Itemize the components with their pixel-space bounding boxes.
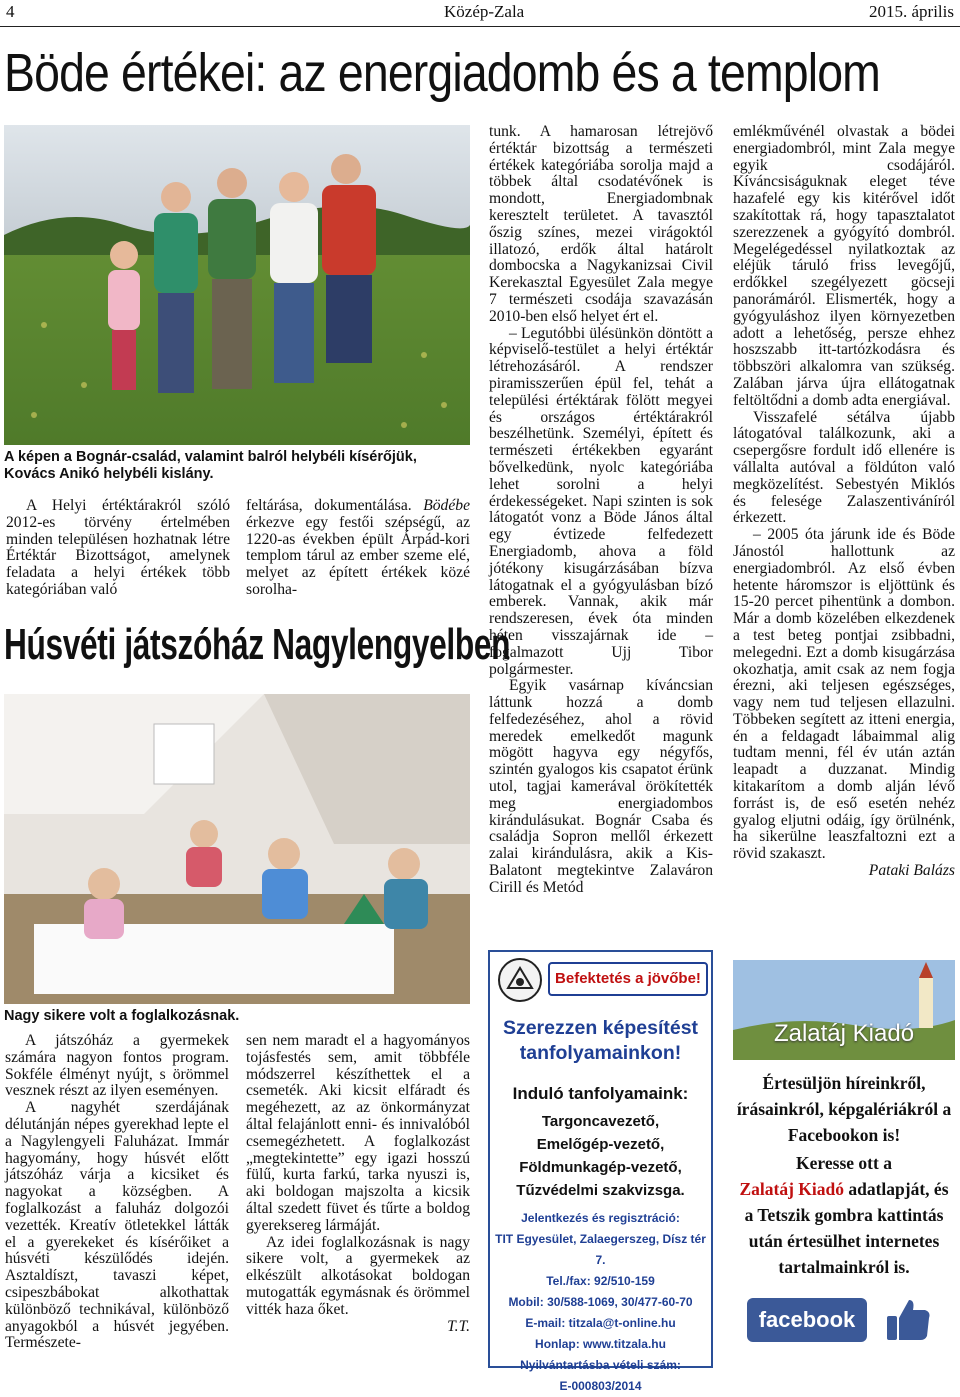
tit-subtitle: Induló tanfolyamaink:: [512, 1084, 689, 1103]
article2-col-b: [246, 1033, 470, 1335]
article2-col-a-p2: A nagyhét szerdájának délutánján népes gyerekhad lepte el a Nagylengyeli Faluházat. Immár hagyomány, hogy húsvét előtt játszóház várja a kicsiket és nagyokat a községben. A foglalkozást a faluház dolgozói vezették. Kreatív ötletekkel látták el a gyerekeket és kísérőiket a húsvéti készülődés idején. Asztaldíszt, tavaszi képet, csipeszbábokat alkothattak különböző technikával, különböző anyagokból a húsvét jegyében. Természete-: [5, 1099, 229, 1352]
article1-col-a-text: A Helyi értéktárakról szóló 2012-es törvény értelmében minden településen hozhatnak létre Értéktár Bizottságot, amelynek feladata a helyi értékek több kategóriában való: [6, 497, 230, 598]
article2-col-a-p1: A játszóház a gyermekek számára nagyon fontos program. Sokféle élményt nyújt, s örömmel vesznek részt az ilyen eseményen.: [5, 1032, 229, 1100]
tit-logo-icon: [500, 960, 540, 1000]
tit-email: E-mail: titzala@t-online.hu: [525, 1316, 676, 1330]
article2-col-a: [5, 1033, 229, 1352]
zalataj-logo-text: Zalatáj Kiadó: [773, 1020, 915, 1047]
tit-course-list: [494, 1110, 707, 1202]
zalataj-line-2-end: adatlapját, és a Tetszik gombra kattintás után értesülhet internetes tartalmainkról is.: [744, 1179, 949, 1277]
article1-col-c-p1: tunk. A hamarosan létrejövő értéktár bizottság a természeti értékek kategóriába sorolja majd a többek által csodatévőnek is mondott, Energiadombnak keresztelt területet. A tavasztól őszig színes, mezei virágoktól illatozó, erdők által határolt dombocska a Nagykanizsai Civil Kerekasztal Egyesület Zala megye 7 természeti csodája szavazásán 2010-ben első helyet ért el.: [489, 123, 713, 325]
tit-course-item: Tűzvédelmi szakvizsga.: [516, 1182, 685, 1199]
article2-headline: Húsvéti játszóház Nagylengyelben: [4, 620, 511, 669]
article1-col-c-p2: – Legutóbbi ülésünkön döntött a képviselő-testület a helyi értéktár létrehozásáról. A rendszer piramisszerűen épül fel, tehát a települési értéktárak fölött megyei és országos értéktárakról beszélhetünk. Személyi, épített és természeti értékekben egyaránt bővelkedünk, nyolc kategóriába lehet sorolni a helyi érdekességeket. Napi szinten is sok látogatót vonz a Böde János által egy évtizede felfedezett Energiadomb, ahova a föld jótékony kisugárzásában bízva látogatnak el a gyógyulásban bízó emberek. Vannak, akik már rendszeresen, évek óta minden héten visszajárnak ide – fogalmazott Ujj Tibor polgármester.: [489, 324, 713, 678]
header-rule: [0, 26, 960, 27]
tit-logo: [498, 958, 542, 1002]
family-photo: [4, 125, 470, 445]
tit-advertisement: [488, 950, 713, 1393]
tit-website: Honlap: www.titzala.hu: [535, 1337, 666, 1351]
article1-signature: Pataki Balázs: [868, 862, 955, 880]
family-photo-caption: A képen a Bognár-család, valamint balról helybéli kísérőjük, Kovács Anikó helybéli kislány.: [4, 449, 417, 482]
tit-course-item: Emelőgép-vezető,: [536, 1136, 665, 1153]
zalataj-line-1: Értesüljön híreinkről, írásainkról, képgalériákról a Facebookon is!: [736, 1073, 952, 1145]
facebook-logo: facebook: [747, 1298, 867, 1342]
tit-badge: Befektetés a jövőbe!: [548, 962, 708, 996]
workshop-photo-caption: Nagy sikere volt a foglalkozásnak.: [4, 1008, 240, 1024]
tit-phone: Tel./fax: 92/510-159: [546, 1274, 655, 1288]
article1-col-d-p1: emlékművénél olvastak a bödei energiadombról, mint Zala megye egyik csodájáról. Kíváncsiságuknak eleget téve hazafelé egy kis kitérővel időt szakítottak rá, hogy tapasztalatot szerezzenek a gyógyító dombról. Megelégedéssel nyilatkoztak az eléjük táruló friss levegőjű, erdőkkel szegélyezett göcseji panorámáról. Elismerték, hogy a gyógyuláshoz ilyen környezetben adott a lehetőség, persze ehhez hoszszabb itt-tartózkodásra és többszöri alkalomra van szükség. Zalában járva újra ellátogatnak feltöltődni a domb adta energiával.: [733, 123, 955, 409]
zalataj-logo-image: [733, 960, 955, 1060]
zalataj-advertisement: [733, 960, 955, 1368]
article1-col-b-paragraph: [246, 498, 470, 599]
thumbs-up-icon: [883, 1294, 935, 1346]
article1-col-c: [489, 124, 713, 897]
tit-mobile: Mobil: 30/588-1069, 30/477-60-70: [508, 1295, 693, 1309]
tit-organization: TIT Egyesület, Zalaegerszeg, Dísz tér 7.: [495, 1232, 706, 1267]
tit-registration-label: Nyilvántartásba vételi szám:: [520, 1358, 681, 1372]
tit-course-item: Földmunkagép-vezető,: [519, 1159, 682, 1176]
tit-contact-block: [492, 1208, 709, 1397]
article1-col-c-p3: Egyik vasárnap kíváncsian láttunk hozzá a domb felfedezéséhez, ahol a rövid meredek emelkedőt magunk mögött hagyva egy négyfős, szintén gyalogos kis csapatot érünk utol, tagjai kamerával örökítették meg energiadombos kirándulásukat. Bognár Csaba és családja Sopron mellől érkezett zalai kirándulásra, akik a Kis-Balatont megtekintve Zalaváron Cirill és Metód: [489, 677, 713, 896]
tit-course-item: Targoncavezető,: [541, 1113, 660, 1130]
tit-registration-number: E-000803/2014: [559, 1379, 642, 1393]
article1-headline: Böde értékei: az energiadomb és a templom: [4, 43, 880, 103]
page-number: 4: [6, 2, 15, 21]
section-name: Közép-Zala: [444, 2, 525, 21]
workshop-photo: [4, 694, 470, 1004]
article1-col-b-text-1: feltárása, dokumentálása.: [246, 497, 424, 514]
article2-col-b-p2: Az idei foglalkozásnak is nagy sikere volt, a gyermekek az elkészült alkotásokat boldogan mutogatták egymásnak és örömmel vitték haza őket.: [246, 1233, 470, 1318]
article1-col-d-p3: – 2005 óta járunk ide és Böde Jánostól hallottunk az energiadombról. Az első évben hetente háromszor is eljöttünk és 15-20 percet pihentünk a dombon. Már a domb közelében elkezdenek a test beteg pontjai zsibbadni, melegedni. Ezt a domb kisugárzása okozhatja, amit csak az nem fogja érezni, aki teljesen egészséges, vagy nem tud teljesen ellazulni. Többeken segített az itteni energia, én a feldagadt lábaimmal alig tudtam menni, fél év után aztán leapadt a duzzanat. Mindig kitakarítom a domb alján lévő forrást is, de eső esetén nehéz gyalog eljutni odáig, így örülnénk, ha sikerülne leaszfaltozni ezt a rövid szakaszt.: [733, 526, 955, 863]
zalataj-brand-name: Zalatáj Kiadó: [739, 1179, 844, 1199]
article1-col-d: [733, 124, 955, 880]
workshop-photo-drawing: [4, 694, 470, 1004]
family-photo-drawing: [4, 125, 470, 445]
zalataj-line-2: [733, 1150, 955, 1280]
running-head: [6, 2, 954, 24]
tit-contact-head: Jelentkezés és regisztráció:: [521, 1211, 680, 1225]
article1-col-d-p2: Visszafelé sétálva újabb látogatóval találkozunk, aki a csepergősre fordult idő ellenére is vállalta autóval a földúton való megközelítést. Sebestyén Miklós és felesége Zalaszentiváníról érkezett.: [733, 408, 955, 527]
article1-col-b-text-3: érkezve egy festői szépségű, az 1220-as években épült Árpád-kori templom tárul az ember szeme elé, melyet az épített értékek közé sorolha-: [246, 513, 470, 598]
article1-col-b: [246, 498, 470, 599]
article1-col-a: [6, 498, 230, 599]
article1-col-b-place: Bödébe: [423, 497, 470, 514]
article2-signature: T.T.: [447, 1317, 470, 1335]
article2-col-b-p1: sen nem maradt el a hagyományos tojásfestés sem, amit többféle módszerrel készíthettek el a csemeték. Aki kicsit elfáradt és megéhezett, az az önkormányzat által felajánlott enni- és innivalóból csemegézhetett. A foglalkozást „megtekintette” egy igazi hosszú fülű, kurta farkú, tarka nyuszi is, aki boldogan majszolta a kicsik által szedett füvet és tűrte a boldog gyereksereg lármáját.: [246, 1032, 470, 1234]
issue-date: 2015. április: [869, 2, 954, 21]
tit-title: Szerezzen képesítést tanfolyamainkon!: [502, 1017, 699, 1064]
zalataj-line-2-start: Keresse ott a: [796, 1153, 892, 1173]
